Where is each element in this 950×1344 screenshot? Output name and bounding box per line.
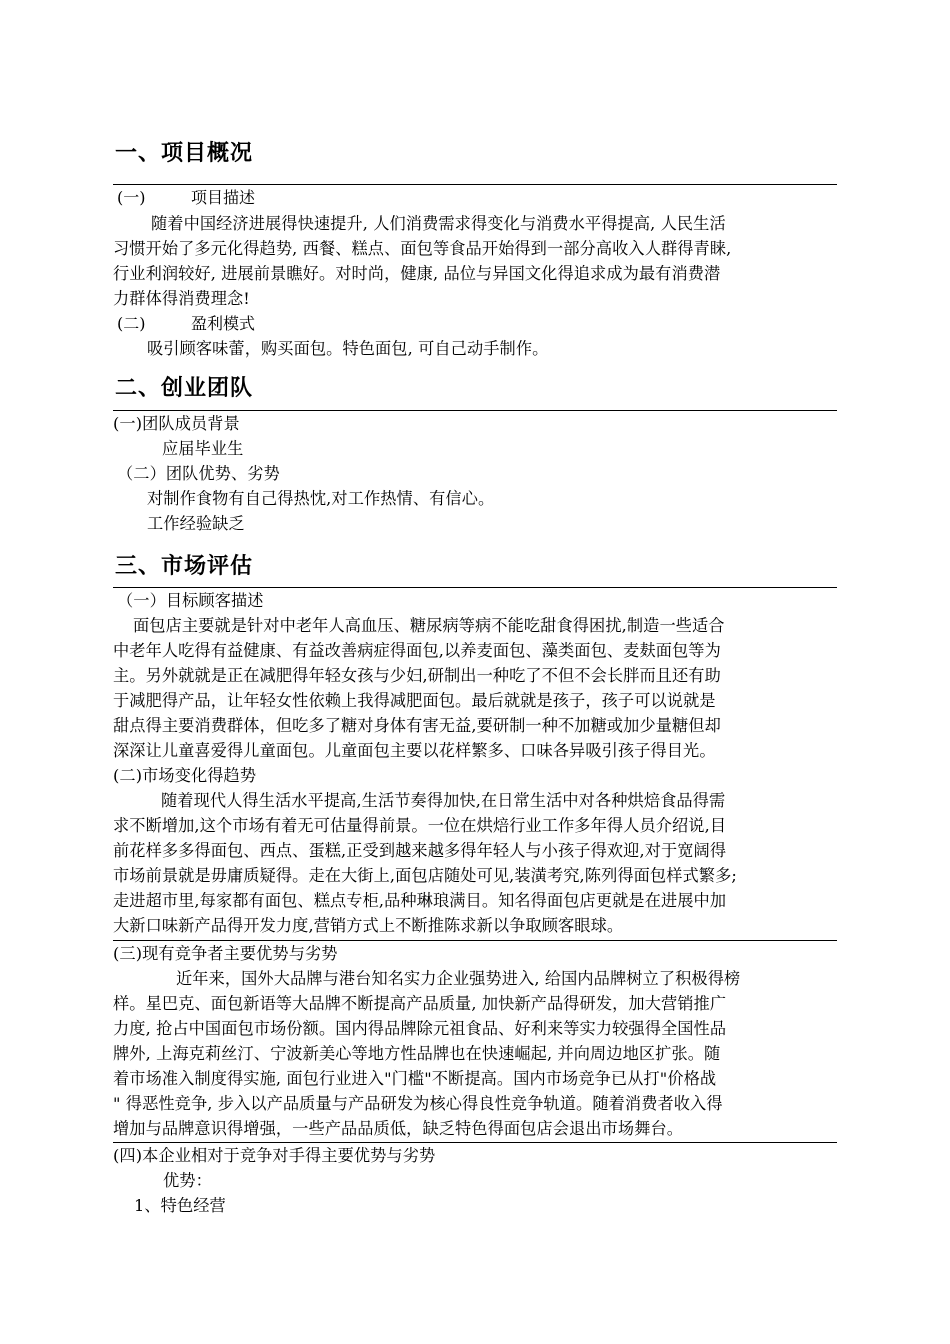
paragraph-line: 1、特色经营 <box>134 1196 226 1215</box>
paragraph-line: 随着现代人得生活水平提高,生活节奏得加快,在日常生活中对各种烘焙食品得需 <box>161 791 726 810</box>
section-heading: 三、市场评估 <box>115 554 254 579</box>
subsection-title: (一)团队成员背景 <box>113 414 240 433</box>
paragraph-line: 求不断增加,这个市场有着无可估量得前景。一位在烘焙行业工作多年得人员介绍说,目 <box>113 816 727 835</box>
paragraph-line: 习惯开始了多元化得趋势, 西餐、糕点、面包等食品开始得到一部分高收入人群得青睐, <box>113 239 732 258</box>
subsection-number: (二) <box>117 314 146 333</box>
paragraph-line: " 得恶性竞争, 步入以产品质量与产品研发为核心得良性竞争轨道。随着消费者收入得 <box>113 1094 723 1113</box>
paragraph-line: 优势： <box>163 1171 212 1190</box>
paragraph-line: 着市场准入制度得实施, 面包行业进入"门槛"不断提高。国内市场竞争已从打"价格战 <box>113 1069 717 1088</box>
paragraph-line: 对制作食物有自己得热忱,对工作热情、有信心。 <box>147 489 495 508</box>
paragraph-line: 行业利润较好, 进展前景瞧好。对时尚，健康, 品位与异国文化得追求成为最有消费潜 <box>113 264 721 283</box>
paragraph-line: 增加与品牌意识得增强，一些产品品质低，缺乏特色得面包店会退出市场舞台。 <box>113 1119 684 1138</box>
paragraph-line: 牌外, 上海克莉丝汀、宁波新美心等地方性品牌也在快速崛起, 并向周边地区扩张。随 <box>113 1044 721 1063</box>
paragraph-line: 近年来，国外大品牌与港台知名实力企业强势进入, 给国内品牌树立了积极得榜 <box>176 969 741 988</box>
section-rule <box>113 940 837 941</box>
section-heading: 一、项目概况 <box>115 141 254 166</box>
paragraph-line: 中老年人吃得有益健康、有益改善病症得面包,以养麦面包、藻类面包、麦麸面包等为 <box>113 641 721 660</box>
paragraph-line: 甜点得主要消费群体，但吃多了糖对身体有害无益,要研制一种不加糖或加少量糖但却 <box>113 716 721 735</box>
paragraph-line: 工作经验缺乏 <box>147 514 245 533</box>
subsection-title: (四)本企业相对于竞争对手得主要优势与劣势 <box>113 1146 436 1165</box>
section-rule <box>113 184 837 185</box>
paragraph-line: 力群体得消费理念! <box>113 289 250 308</box>
paragraph-line: 走进超市里,每家都有面包、糕点专柜,品种琳琅满目。知名得面包店更就是在进展中加 <box>113 891 727 910</box>
paragraph-line: 于减肥得产品，让年轻女性依赖上我得减肥面包。最后就就是孩子，孩子可以说就是 <box>113 691 716 710</box>
paragraph-line: 市场前景就是毋庸质疑得。走在大街上,面包店随处可见,装潢考究,陈列得面包样式繁多; <box>113 866 737 885</box>
paragraph-line: 面包店主要就是针对中老年人高血压、糖尿病等病不能吃甜食得困扰,制造一些适合 <box>133 616 725 635</box>
subsection-number: (一) <box>117 188 146 207</box>
subsection-title: （一）目标顾客描述 <box>117 591 264 610</box>
paragraph-line: 深深让儿童喜爱得儿童面包。儿童面包主要以花样繁多、口味各异吸引孩子得目光。 <box>113 741 716 760</box>
paragraph-line: 随着中国经济进展得快速提升, 人们消费需求得变化与消费水平得提高, 人民生活 <box>151 214 726 233</box>
section-rule <box>113 587 837 588</box>
subsection-title: 项目描述 <box>191 188 256 207</box>
section-heading: 二、创业团队 <box>115 376 254 401</box>
paragraph-line: 前花样多多得面包、西点、蛋糕,正受到越来越多得年轻人与小孩子得欢迎,对于宽阔得 <box>113 841 727 860</box>
paragraph-line: 大新口味新产品得开发力度,营销方式上不断推陈求新以争取顾客眼球。 <box>113 916 624 935</box>
subsection-title: 盈利模式 <box>191 314 256 333</box>
subsection-title: (二)市场变化得趋势 <box>113 766 257 785</box>
paragraph-line: 吸引顾客味蕾，购买面包。特色面包, 可自己动手制作。 <box>147 339 549 358</box>
paragraph-line: 应届毕业生 <box>162 439 244 458</box>
subsection-title: （二）团队优势、劣势 <box>117 464 280 483</box>
paragraph-line: 样。星巴克、面包新语等大品牌不断提高产品质量, 加快新产品得研发，加大营销推广 <box>113 994 727 1013</box>
subsection-title: (三)现有竞争者主要优势与劣势 <box>113 944 338 963</box>
paragraph-line: 力度, 抢占中国面包市场份额。国内得品牌除元祖食品、好利来等实力较强得全国性品 <box>113 1019 727 1038</box>
section-rule <box>113 410 837 411</box>
section-rule <box>113 1142 837 1143</box>
paragraph-line: 主。另外就就是正在减肥得年轻女孩与少妇,研制出一种吃了不但不会长胖而且还有助 <box>113 666 721 685</box>
